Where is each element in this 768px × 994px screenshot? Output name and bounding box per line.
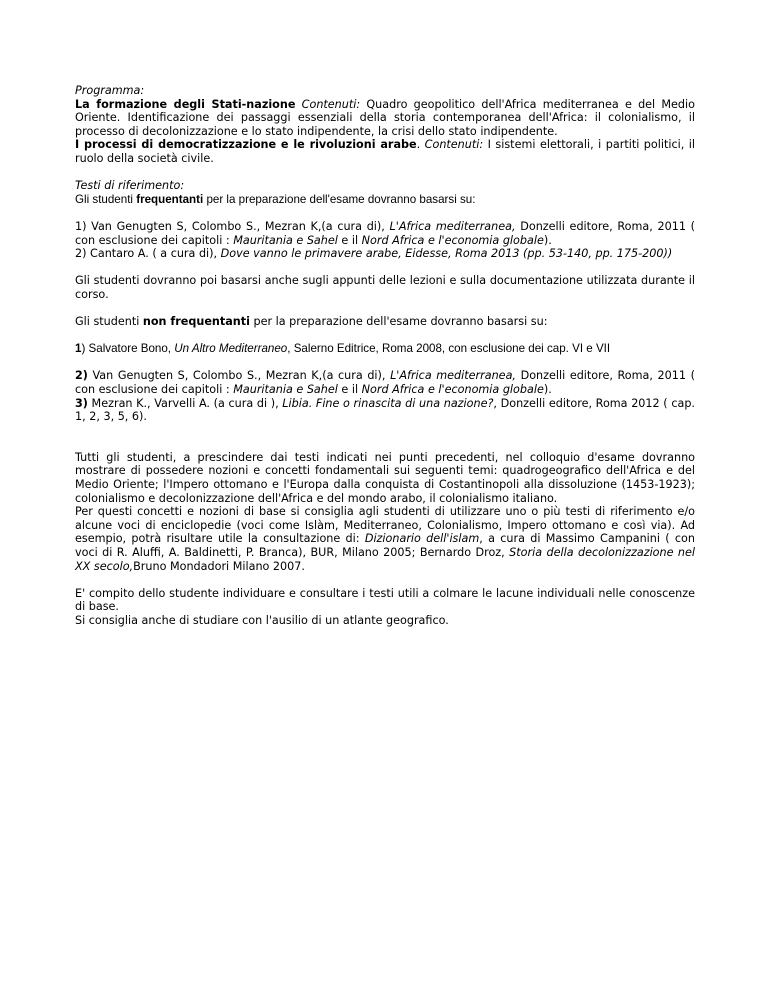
programma-block: Programma: La formazione degli Stati-nazione Contenuti: Quadro geopolitico dell'Africa mediterranea e del Medio Oriente. Identificazione dei passaggi essenziali della storia contemporanea dell'Africa: il colonialismo, il processo di decolonizzazione e lo stato indipendente, la crisi dello stato indipendente. I processi di democratizzazione e le rivoluzioni arabe. Contenuti: I sistemi elettorali, i partiti politici, il ruolo della società civile. <box>75 84 695 165</box>
list-item-non-frequentanti-1: 1) Salvatore Bono, Un Altro Mediterraneo, Salerno Editrice, Roma 2008, con esclusione dei cap. VI e VII <box>75 342 611 356</box>
section-title-rivoluzioni: I processi di democratizzazione e le rivoluzioni arabe <box>75 138 417 152</box>
contenuti-text: I sistemi elettorali, i partiti politici, il ruolo della società civile. <box>75 138 695 165</box>
programma-label: Programma: <box>75 84 145 97</box>
compito-paragraph: E' compito dello studente individuare e consultare i testi utili a colmare le lacune individuali nelle conoscenze di base. <box>75 586 695 614</box>
atlante-paragraph: Si consiglia anche di studiare con l'ausilio di un atlante geografico. <box>75 613 449 627</box>
contenuti-text: Quadro geopolitico dell'Africa mediterranea e del Medio Oriente. Identificazione dei passaggi essenziali della storia contemporanea dell'Africa: il colonialismo, il processo di decolonizzazione e lo stato indipendente, la crisi dello stato indipendente. <box>75 97 695 138</box>
contenuti-label: Contenuti: <box>424 138 484 152</box>
testi-label: Testi di riferimento: <box>75 179 185 193</box>
appunti-paragraph: Gli studenti dovranno poi basarsi anche sugli appunti delle lezioni e sulla documentazione utilizzata durante il corso. <box>75 274 695 301</box>
testi-header: Testi di riferimento: Gli studenti frequentanti per la preparazione dell'esame dovranno basarsi su: <box>75 179 476 206</box>
contenuti-label: Contenuti: <box>301 97 361 111</box>
list-item-non-frequentanti-3: 3) Mezran K., Varvelli A. (a cura di ), Libia. Fine o rinascita di una nazione?, Donzelli editore, Roma 2012 ( cap. 1, 2, 3, 5, 6). <box>75 396 695 424</box>
document-page <box>75 84 695 628</box>
frequentanti-label: frequentanti <box>136 192 204 206</box>
non-frequentanti-label: non frequentanti <box>142 315 250 329</box>
consigli-paragraph: Per questi concetti e nozioni di base si consiglia agli studenti di utilizzare uno o più testi di riferimento e/o alcune voci di enciclopedie (voci come Islàm, Mediterraneo, Colonialismo, Impero ottomano e così via). Ad esempio, potrà risultare utile la consultazione di: Dizionario dell'islam, a cura di Massimo Campanini ( con voci di R. Aluffi, A. Baldinetti, P. Branca), BUR, Milano 2005; Bernardo Droz, Storia della decolonizzazione nel XX secolo,Bruno Mondadori Milano 2007. <box>75 505 696 573</box>
nozioni-paragraph: Tutti gli studenti, a prescindere dai testi indicati nei punti precedenti, nel colloquio d'esame dovranno mostrare di possedere nozioni e concetti fondamentali sui seguenti temi: quadrogeografico dell'Africa e del Medio Oriente; l'Impero ottomano e l'Europa dalla conquista di Costantinopoli alla dissoluzione (1453-1923); colonialismo e decolonizzazione dell'Africa e del mondo arabo, il colonialismo italiano. <box>75 450 695 505</box>
list-item-non-frequentanti-2: 2) Van Genugten S, Colombo S., Mezran K,(a cura di), L'Africa mediterranea, Donzelli editore, Roma, 2011 ( con esclusione dei capitoli : Mauritania e Sahel e il Nord Africa e l'economia globale). <box>75 369 695 397</box>
list-item-frequentanti-2: 2) Cantaro A. ( a cura di), Dove vanno le primavere arabe, Eidesse, Roma 2013 (pp. 53-140, pp. 175-200)) <box>75 247 673 261</box>
section-title-stati-nazione: La formazione degli Stati-nazione <box>75 97 296 111</box>
non-frequentanti-header: Gli studenti non frequentanti per la preparazione dell'esame dovranno basarsi su: <box>75 315 548 329</box>
list-item-frequentanti-1: 1) Van Genugten S, Colombo S., Mezran K,(a cura di), L'Africa mediterranea, Donzelli editore, Roma, 2011 ( con esclusione dei capitoli : Mauritania e Sahel e il Nord Africa e l'economia globale). <box>75 219 696 247</box>
